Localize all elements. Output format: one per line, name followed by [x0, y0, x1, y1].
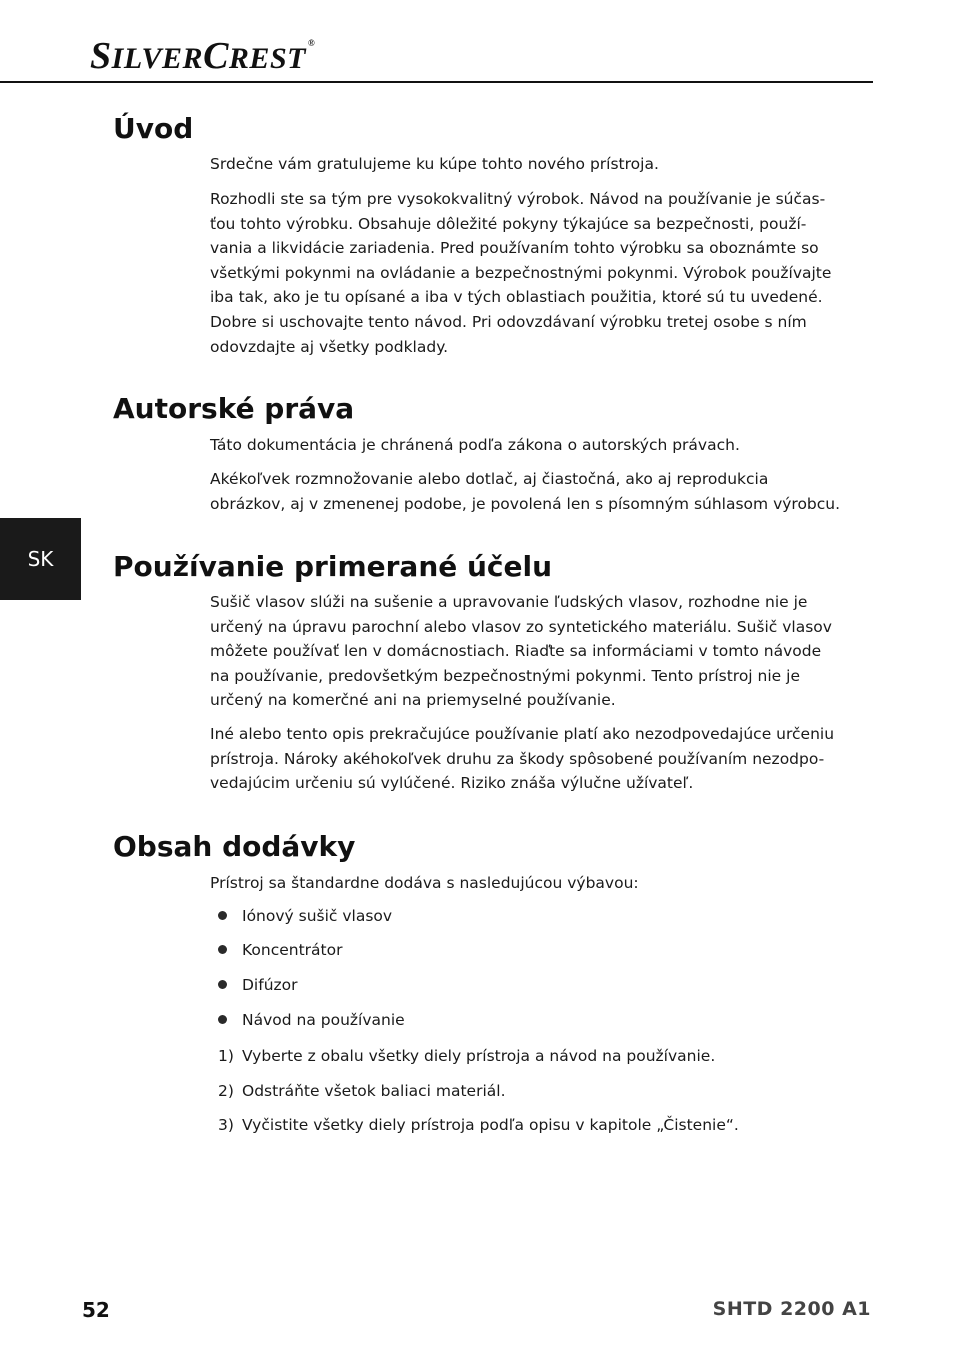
registered-mark: ®: [307, 38, 316, 48]
brand-text-rest: REST: [228, 42, 306, 75]
step-text: Vyberte z obalu všetky diely prístroja a návod na používanie.: [242, 1047, 716, 1065]
step-text: Odstráňte všetok baliaci materiál.: [242, 1082, 506, 1100]
obsah-intro: Prístroj sa štandardne dodáva s nasledujúcou výbavou:: [210, 874, 639, 892]
step-item: [218, 1046, 715, 1066]
step-number: 3): [218, 1116, 234, 1134]
section-title-obsah-dodavky: Obsah dodávky: [113, 830, 356, 863]
list-item: [218, 906, 392, 926]
list-item-text: Návod na používanie: [242, 1011, 405, 1029]
list-item-text: Iónový sušič vlasov: [242, 907, 393, 925]
brand-text-ilver: ILVER: [111, 42, 204, 75]
autorske-paragraph-1: Táto dokumentácia je chránená podľa zákona o autorských právach.: [210, 436, 740, 454]
step-number: 1): [218, 1047, 234, 1065]
uvod-paragraph-1: Srdečne vám gratulujeme ku kúpe tohto nového prístroja.: [210, 155, 659, 173]
section-title-uvod: Úvod: [113, 112, 194, 145]
bullet-dot: [218, 980, 227, 989]
step-item: [218, 1115, 739, 1135]
brand-logo: [90, 34, 315, 78]
language-tab-label: SK: [27, 547, 54, 571]
language-tab: [0, 518, 81, 600]
bullet-dot: [218, 1015, 227, 1024]
bullet-dot: [218, 911, 227, 920]
pouzivanie-paragraph-1: Sušič vlasov slúži na sušenie a upravovanie ľudských vlasov, rozhodne nie je určený na úpravu parochní alebo vlasov zo syntetického materiálu. Sušič vlasov môžete používať len v domácnostiach. Riaďte sa informáciami v tomto návode na používanie, predovšetkým bezpečnostnými pokynmi. Tento prístroj nie je určený na komerčné ani na priemyselné používanie.: [210, 593, 832, 710]
header-rule: [0, 81, 873, 83]
step-text: Vyčistite všetky diely prístroja podľa opisu v kapitole „Čistenie“.: [242, 1116, 739, 1134]
step-item: [218, 1081, 506, 1101]
list-item-text: Koncentrátor: [242, 941, 343, 959]
pouzivanie-paragraph-2: Iné alebo tento opis prekračujúce používanie platí ako nezodpovedajúce určeniu prístroja. Nároky akéhokoľvek druhu za škody spôsobené používaním nezodpo-vedajúcim určeniu sú vylúčené. Riziko znáša výlučne užívateľ.: [210, 725, 835, 793]
section-title-autorske-prava: Autorské práva: [113, 392, 355, 425]
list-item: [218, 940, 342, 960]
bullet-dot: [218, 945, 227, 954]
autorske-paragraph-2: Akékoľvek rozmnožovanie alebo dotlač, aj čiastočná, ako aj reprodukcia obrázkov, aj v zmenenej podobe, je povolená len s písomným súhlasom výrobcu.: [210, 470, 841, 513]
list-item-text: Difúzor: [242, 976, 298, 994]
brand-letter-s: S: [90, 35, 112, 77]
list-item: [218, 1010, 405, 1030]
list-item: [218, 975, 298, 995]
page-number: 52: [82, 1298, 110, 1322]
uvod-paragraph-2: Rozhodli ste sa tým pre vysokokvalitný výrobok. Návod na používanie je súčas-ťou tohto výrobku. Obsahuje dôležité pokyny týkajúce sa bezpečnosti, použí-vania a likvidácie zariadenia. Pred používaním tohto výrobku sa oboznámte so všetkými pokynmi na ovládanie a bezpečnostnými pokynmi. Výrobok používajte iba tak, ako je tu opísané a iba v tých oblastiach použitia, ktoré sú tu uvedené. Dobre si uschovajte tento návod. Pri odovzdávaní výrobku tretej osobe s ním odovzdajte aj všetky podklady.: [210, 190, 832, 356]
step-number: 2): [218, 1082, 234, 1100]
brand-letter-c: C: [203, 35, 229, 77]
section-title-pouzivanie: Používanie primerané účelu: [113, 550, 553, 583]
model-number: SHTD 2200 A1: [712, 1298, 871, 1320]
